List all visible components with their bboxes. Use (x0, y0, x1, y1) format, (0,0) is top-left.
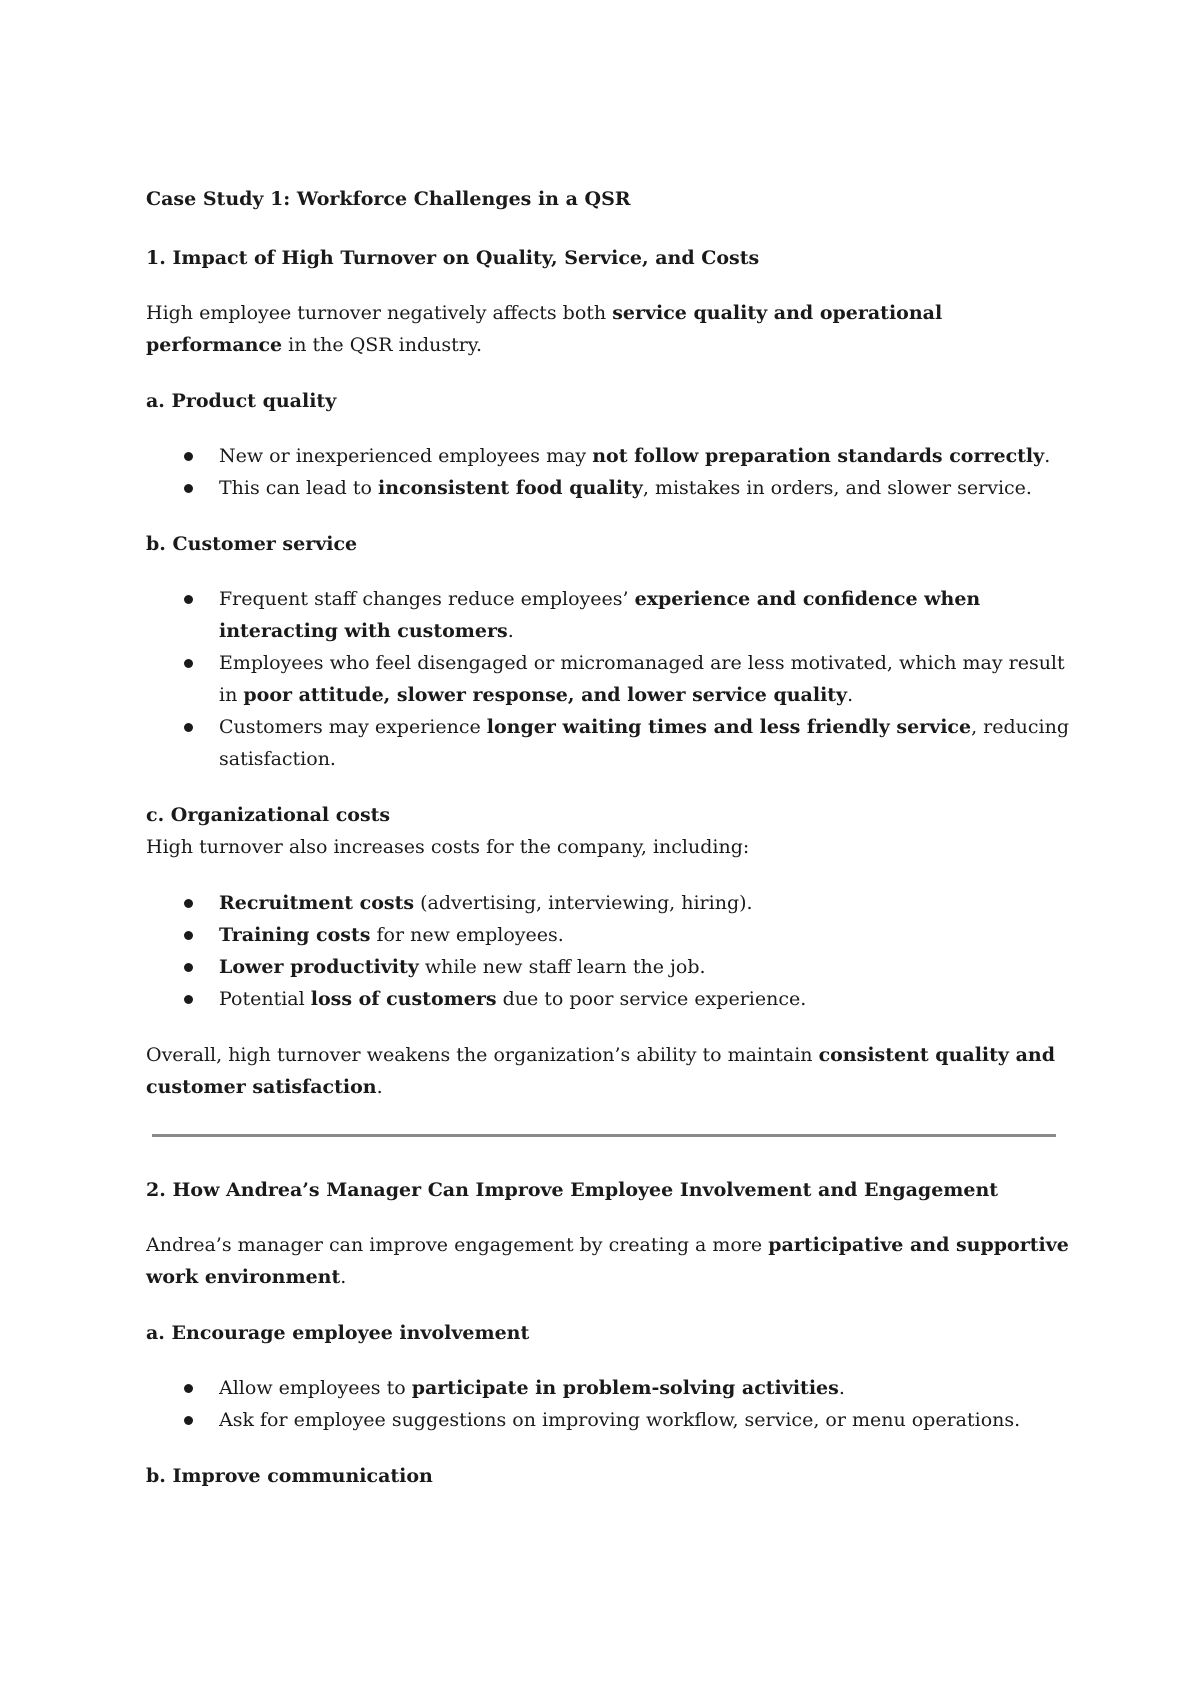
section-2-intro: Andrea’s manager can improve engagement by creating a more participative and supportive work environment. (146, 1234, 1069, 1288)
list-item: Training costs for new employees. (219, 919, 1076, 951)
document-title: Case Study 1: Workforce Challenges in a QSR (146, 188, 631, 210)
section-1-conclusion: Overall, high turnover weakens the organization’s ability to maintain consistent quality and customer satisfaction. (146, 1044, 1055, 1098)
product-quality-list (146, 440, 1076, 504)
section-1-intro: High employee turnover negatively affects both service quality and operational performance in the QSR industry. (146, 302, 943, 356)
section-1-heading: 1. Impact of High Turnover on Quality, Service, and Costs (146, 247, 760, 269)
bullet-icon (184, 1416, 193, 1425)
organizational-costs-lead: High turnover also increases costs for the company, including: (146, 836, 750, 858)
list-item: Frequent staff changes reduce employees’ experience and confidence when interacting with customers. (219, 583, 1076, 647)
product-quality-heading: a. Product quality (146, 390, 337, 412)
list-item: Ask for employee suggestions on improving workflow, service, or menu operations. (219, 1404, 1076, 1436)
employee-involvement-list (146, 1372, 1076, 1436)
employee-involvement-heading: a. Encourage employee involvement (146, 1322, 530, 1344)
list-item: Customers may experience longer waiting times and less friendly service, reducing satisfaction. (219, 711, 1076, 775)
customer-service-list (146, 583, 1076, 775)
bullet-icon (184, 899, 193, 908)
bullet-icon (184, 452, 193, 461)
bullet-icon (184, 963, 193, 972)
bullet-icon (184, 595, 193, 604)
bullet-icon (184, 659, 193, 668)
list-item: Allow employees to participate in problem-solving activities. (219, 1372, 1076, 1404)
improve-communication-heading: b. Improve communication (146, 1465, 433, 1487)
list-item: New or inexperienced employees may not follow preparation standards correctly. (219, 440, 1076, 472)
section-2-heading: 2. How Andrea’s Manager Can Improve Employee Involvement and Engagement (146, 1179, 999, 1201)
list-item: Recruitment costs (advertising, interviewing, hiring). (219, 887, 1076, 919)
list-item: Potential loss of customers due to poor service experience. (219, 983, 1076, 1015)
document-body (146, 183, 1076, 1492)
customer-service-heading: b. Customer service (146, 533, 358, 555)
list-item: Employees who feel disengaged or micromanaged are less motivated, which may result in poor attitude, slower response, and lower service quality. (219, 647, 1076, 711)
bullet-icon (184, 931, 193, 940)
bullet-icon (184, 484, 193, 493)
organizational-costs-list (146, 887, 1076, 1015)
bullet-icon (184, 995, 193, 1004)
list-item: This can lead to inconsistent food quality, mistakes in orders, and slower service. (219, 472, 1076, 504)
bullet-icon (184, 1384, 193, 1393)
list-item: Lower productivity while new staff learn the job. (219, 951, 1076, 983)
bullet-icon (184, 723, 193, 732)
organizational-costs-heading: c. Organizational costs (146, 804, 391, 826)
horizontal-divider (152, 1134, 1056, 1137)
